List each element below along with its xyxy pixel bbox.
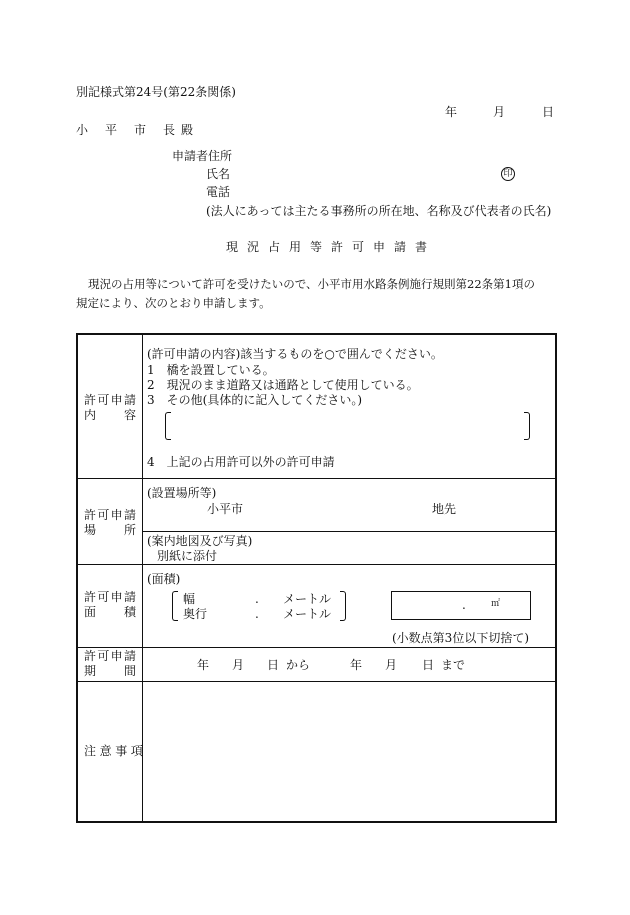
from-word: から	[286, 658, 311, 672]
to-year: 年	[350, 658, 363, 672]
other-bracket-left	[165, 412, 171, 440]
date-year-label: 年	[445, 105, 458, 119]
map-photo-label: (案内地図及び写真)	[147, 534, 253, 548]
attach-note: 別紙に添付	[157, 549, 218, 563]
applicant-address-label: 申請者住所	[172, 149, 233, 163]
from-year: 年	[197, 658, 210, 672]
addressee: 小 平 市 長	[76, 123, 182, 137]
intro-line-2: 規定により、次のとおり申請します。	[76, 296, 271, 310]
application-table	[76, 333, 557, 823]
depth-dot: .	[255, 607, 259, 621]
period-label: 許 可 申 請 期 間	[84, 649, 136, 678]
content-instruction: (許可申請の内容)該当するものを○で囲んでください。	[147, 347, 443, 361]
location-sub-label: (設置場所等)	[147, 486, 217, 500]
date-month-label: 月	[493, 105, 506, 119]
dimension-bracket-right	[340, 591, 346, 621]
width-label: 幅	[183, 592, 196, 606]
area-sub-label: (面積)	[147, 572, 181, 586]
notes-label: 注意事項	[84, 744, 147, 758]
row-divider-3	[78, 647, 555, 648]
other-bracket-right	[524, 412, 530, 440]
rounding-note: (小数点第3位以下切捨て)	[392, 631, 529, 645]
area-total-box[interactable]	[391, 591, 531, 620]
honorific: 殿	[181, 123, 194, 137]
from-month: 月	[232, 658, 245, 672]
depth-label: 奥行	[183, 607, 208, 621]
to-day: 日	[422, 658, 435, 672]
content-item-2[interactable]: 2 現況のまま道路又は通路として使用している。	[147, 378, 419, 392]
to-word: まで	[441, 658, 466, 672]
location-suffix: 地先	[432, 502, 457, 516]
location-city: 小平市	[207, 502, 244, 516]
width-unit: メートル	[283, 592, 332, 606]
form-number: 別記様式第24号(第22条関係)	[76, 85, 236, 99]
row-divider-2	[78, 564, 555, 565]
date-day-label: 日	[542, 105, 555, 119]
area-label: 許 可 申 請 面 積	[84, 590, 136, 619]
dimension-bracket-left	[172, 591, 178, 621]
content-item-1[interactable]: 1 橋を設置している。	[147, 363, 275, 377]
depth-unit: メートル	[283, 607, 332, 621]
row-divider-1	[78, 478, 555, 479]
content-item-4[interactable]: 4 上記の占用許可以外の許可申請	[147, 455, 335, 469]
location-subdivider	[142, 531, 555, 532]
row-divider-4	[78, 681, 555, 682]
document-title: 現況占用等許可申請書	[226, 240, 437, 254]
area-dot: .	[462, 598, 466, 612]
applicant-name-label: 氏名	[206, 167, 231, 181]
from-day: 日	[267, 658, 280, 672]
location-label: 許 可 申 請 場 所	[84, 508, 136, 537]
applicant-phone-label: 電話	[206, 185, 231, 199]
content-label: 許 可 申 請 内 容	[84, 393, 136, 422]
area-unit: ㎡	[491, 599, 501, 609]
to-month: 月	[385, 658, 398, 672]
seal-mark: 印	[501, 167, 515, 181]
width-dot: .	[255, 592, 259, 606]
applicant-note: (法人にあっては主たる事務所の所在地、名称及び代表者の氏名)	[206, 204, 552, 218]
content-item-3[interactable]: 3 その他(具体的に記入してください。)	[147, 393, 362, 407]
intro-line-1: 現況の占用等について許可を受けたいので、小平市用水路条例施行規則第22条第1項の	[88, 277, 535, 291]
